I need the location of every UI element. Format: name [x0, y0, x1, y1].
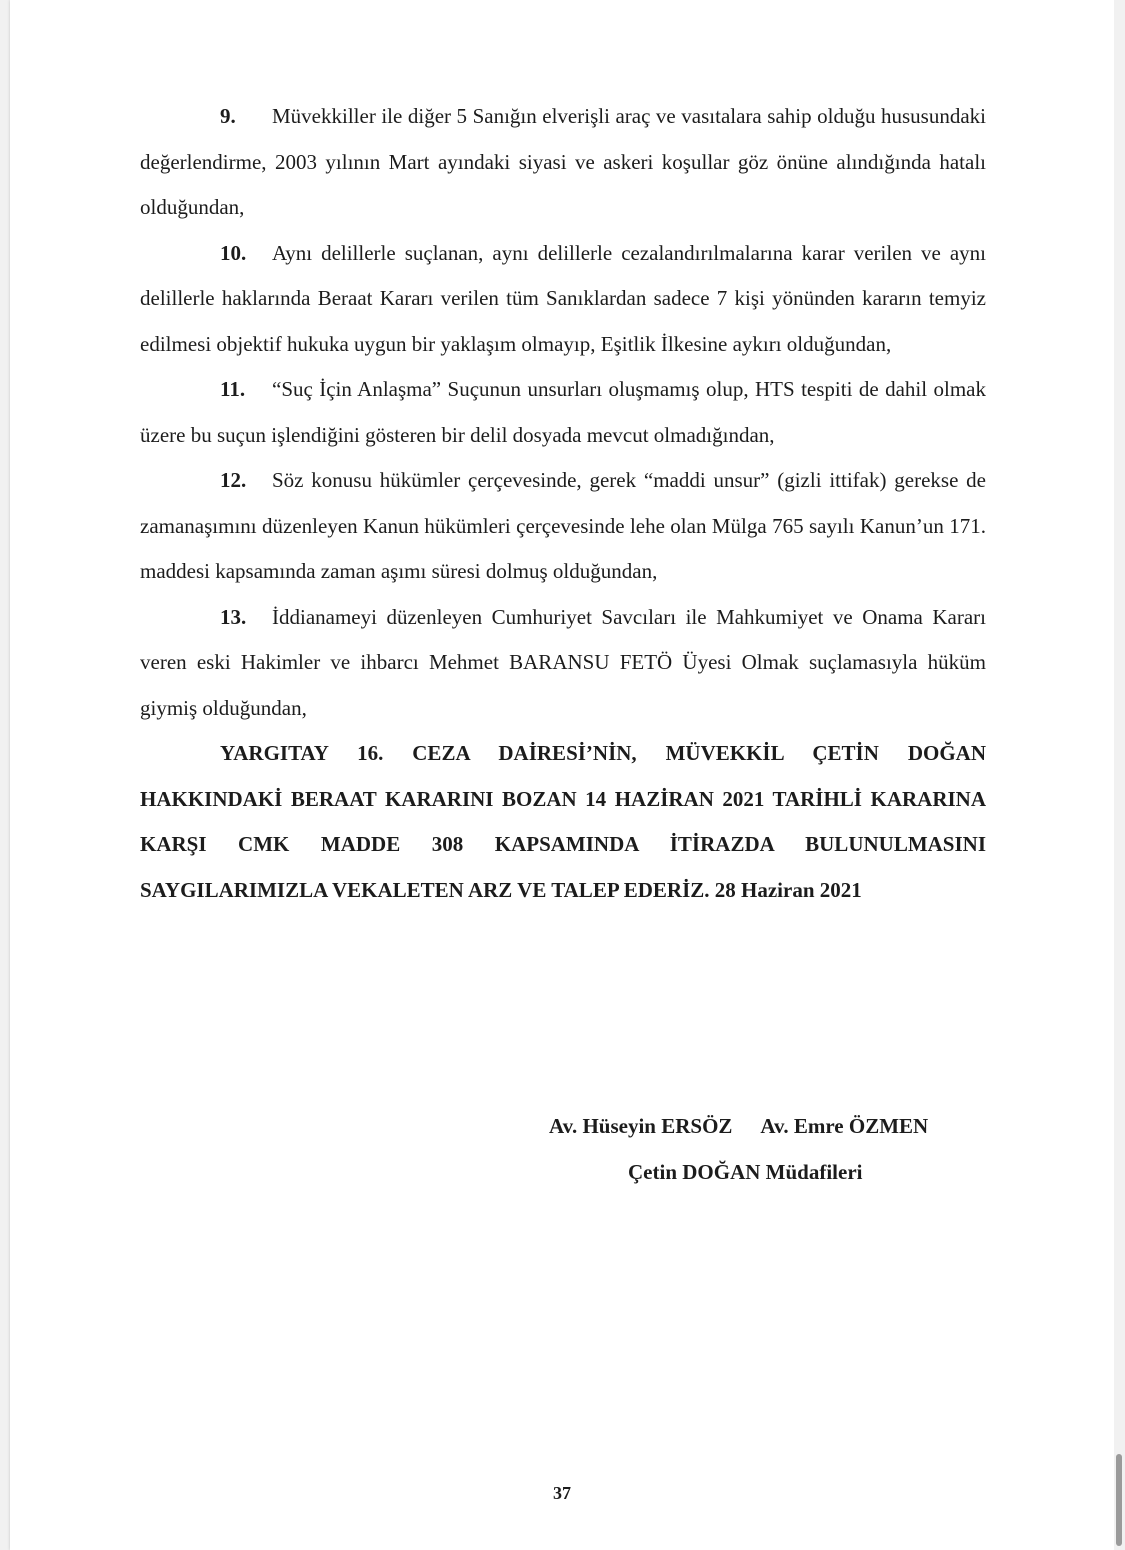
lawyer-name-1: Av. Hüseyin ERSÖZ	[549, 1114, 733, 1138]
item-number: 11.	[220, 377, 246, 401]
page-number: 37	[553, 1483, 571, 1503]
list-item	[140, 595, 986, 732]
closing-request: YARGITAY 16. CEZA DAİRESİ’NİN, MÜVEKKİL ÇETİN DOĞAN HAKKINDAKİ BERAAT KARARINI BOZAN 14 HAZİRAN 2021 TARİHLİ KARARINA KARŞI CMK MADDE 308 KAPSAMINDA İTİRAZDA BULUNULMASINI SAYGILARIMIZLA VEKALETEN ARZ VE TALEP EDERİZ. 28 Haziran 2021	[140, 741, 986, 902]
item-text: Aynı delillerle suçlanan, aynı delillerle cezalandırılmalarına karar verilen ve aynı delillerle haklarında Beraat Kararı verilen tüm Sanıklardan sadece 7 kişi yönünden kararın temyiz edilmesi objektif hukuka uygun bir yaklaşım olmayıp, Eşitlik İlkesine aykırı olduğundan,	[140, 240, 986, 356]
item-number: 10.	[220, 240, 247, 265]
item-number: 12.	[220, 468, 247, 492]
item-number: 13.	[220, 604, 247, 629]
list-item	[140, 94, 986, 231]
list-item	[140, 231, 986, 368]
signature-names	[549, 1114, 928, 1139]
list-item	[140, 458, 986, 595]
document-page	[10, 0, 1114, 1550]
lawyer-name-2: Av. Emre ÖZMEN	[760, 1114, 929, 1138]
scrollbar-thumb[interactable]	[1116, 1454, 1122, 1546]
document-body	[140, 94, 986, 913]
item-text: Müvekkiller ile diğer 5 Sanığın elverişli araç ve vasıtalara sahip olduğu hususundaki değerlendirme, 2003 yılının Mart ayındaki siyasi ve askeri koşullar göz önüne alındığında hatalı olduğundan,	[140, 104, 986, 219]
item-text: “Suç İçin Anlaşma” Suçunun unsurları oluşmamış olup, HTS tespiti de dahil olmak üzere bu suçun işlendiğini gösteren bir delil dosyada mevcut olmadığından,	[140, 377, 986, 447]
item-text: İddianameyi düzenleyen Cumhuriyet Savcıları ile Mahkumiyet ve Onama Kararı veren eski Hakimler ve ihbarcı Mehmet BARANSU FETÖ Üyesi Olmak suçlamasıyla hüküm giymiş olduğundan,	[140, 604, 986, 720]
item-number: 9.	[220, 104, 236, 128]
item-text: Söz konusu hükümler çerçevesinde, gerek “maddi unsur” (gizli ittifak) gerekse de zamanaşımını düzenleyen Kanun hükümleri çerçevesinde lehe olan Mülga 765 sayılı Kanun’un 171. maddesi kapsamında zaman aşımı süresi dolmuş olduğundan,	[140, 468, 986, 583]
scrollbar[interactable]	[1114, 0, 1125, 1550]
list-item	[140, 367, 986, 458]
signature-role: Çetin DOĞAN Müdafileri	[628, 1160, 863, 1184]
